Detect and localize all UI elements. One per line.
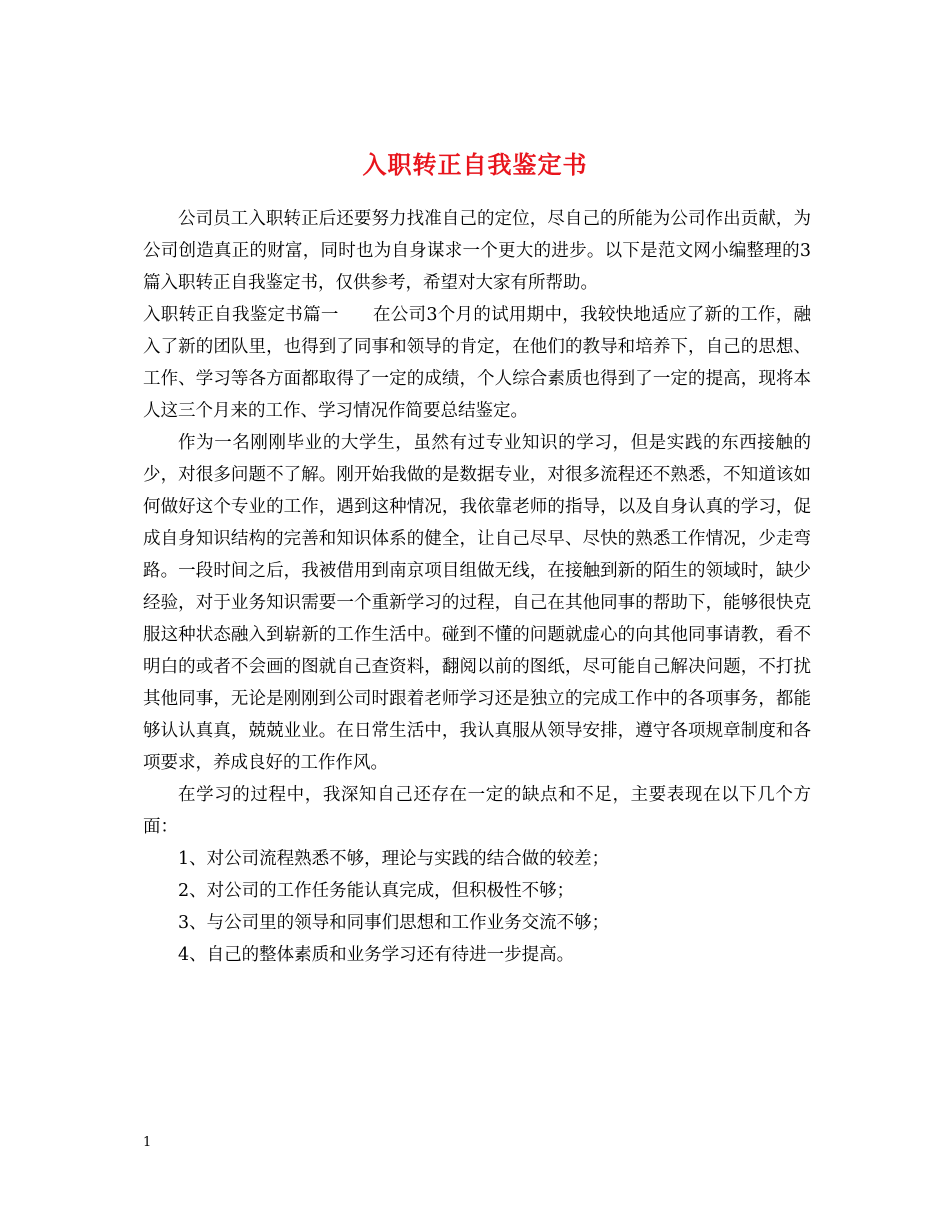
list-item: 2、对公司的工作任务能认真完成，但积极性不够； — [178, 881, 575, 901]
page-number: 1 — [143, 1135, 152, 1150]
section-first-paragraph — [143, 299, 811, 427]
intro-paragraph: 公司员工入职转正后还要努力找准自己的定位，尽自己的所能为公司作出贡献，为公司创造真正的财富，同时也为自身谋求一个更大的进步。以下是范文网小编整理的3篇入职转正自我鉴定书，仅供参考，希望对大家有所帮助。 — [143, 209, 811, 293]
section-first-paragraph-text: 在公司3个月的试用期中，我较快地适应了新的工作，融入了新的团队里，也得到了同事和领导的肯定，在他们的教导和培养下，自己的思想、工作、学习等各方面都取得了一定的成绩，个人综合素质也得到了一定的提高，现将本人这三个月来的工作、学习情况作简要总结鉴定。 — [143, 305, 811, 421]
body-paragraph-2: 作为一名刚刚毕业的大学生，虽然有过专业知识的学习，但是实践的东西接触的少，对很多问题不了解。刚开始我做的是数据专业，对很多流程还不熟悉，不知道该如何做好这个专业的工作，遇到这种情况，我依靠老师的指导，以及自身认真的学习，促成自身知识结构的完善和知识体系的健全，让自己尽早、尽快的熟悉工作情况，少走弯路。一段时间之后，我被借用到南京项目组做无线，在接触到新的陌生的领域时，缺少经验，对于业务知识需要一个重新学习的过程，自己在其他同事的帮助下，能够很快克服这种状态融入到崭新的工作生活中。碰到不懂的问题就虚心的向其他同事请教，看不明白的或者不会画的图就自己查资料，翻阅以前的图纸，尽可能自己解决问题，不打扰其他同事，无论是刚刚到公司时跟着老师学习还是独立的完成工作中的各项事务，都能够认认真真，兢兢业业。在日常生活中，我认真服从领导安排，遵守各项规章制度和各项要求，养成良好的工作作风。 — [143, 433, 811, 773]
body-paragraph-3: 在学习的过程中，我深知自己还存在一定的缺点和不足，主要表现在以下几个方面： — [143, 785, 811, 837]
list-item: 1、对公司流程熟悉不够，理论与实践的结合做的较差； — [178, 849, 610, 869]
document-title: 入职转正自我鉴定书 — [362, 150, 588, 180]
list-item: 3、与公司里的领导和同事们思想和工作业务交流不够； — [178, 913, 610, 933]
document-body — [143, 203, 811, 971]
list-item: 4、自己的整体素质和业务学习还有待进一步提高。 — [178, 945, 575, 965]
section-heading: 入职转正自我鉴定书篇一 — [143, 305, 339, 325]
